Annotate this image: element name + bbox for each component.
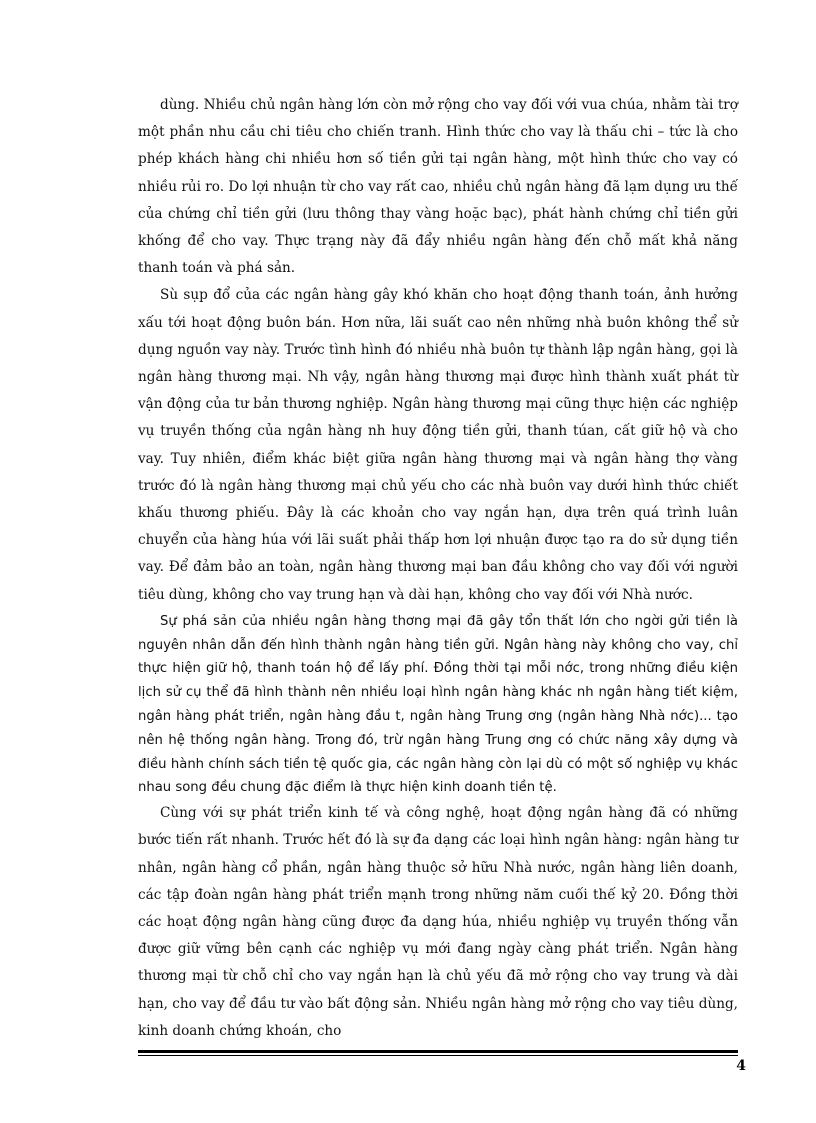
paragraph-2: Sù sụp đổ của các ngân hàng gây khó khăn cho hoạt động thanh toán, ảnh hưởng xấu tới hoạt động buôn bán. Hơn nữa, lãi suất cao nên những nhà buôn không thể sử dụng nguồn vay này. Trước tình hình đó nhiều nhà buôn tự thành lập ngân hàng, gọi là ngân hàng thương mại. Nh vậy, ngân hàng thương mại được hình thành xuất phát từ vận động của tư bản thương nghiệp. Ngân hàng thương mại cũng thực hiện các nghiệp vụ truyền thống của ngân hàng nh huy động tiền gửi, thanh túan, cất giữ hộ và cho vay. Tuy nhiên, điểm khác biệt giữa ngân hàng thương mại và ngân hàng thợ vàng trước đó là ngân hàng thương mại chủ yếu cho các nhà buôn vay dưới hình thức chiết khấu thương phiếu. Đây là các khoản cho vay ngắn hạn, dựa trên quá trình luân chuyển của hàng húa với lãi suất phải thấp hơn lợi nhuận được tạo ra do sử dụng tiền vay. Để đảm bảo an toàn, ngân hàng thương mại ban đầu không cho vay đối với người tiêu dùng, không cho vay trung hạn và dài hạn, không cho vay đối với Nhà nước. [138,287,738,603]
footer-divider [138,1050,738,1056]
page-number: 4 [736,1058,746,1074]
paragraph-1: dùng. Nhiều chủ ngân hàng lớn còn mở rộng cho vay đối với vua chúa, nhằm tài trợ một phần nhu cầu chi tiêu cho chiến tranh. Hình thức cho vay là thấu chi – tức là cho phép khách hàng chi nhiều hơn số tiền gửi tại ngân hàng, một hình thức cho vay có nhiều rủi ro. Do lợi nhuận từ cho vay rất cao, nhiều chủ ngân hàng đã lạm dụng ưu thế của chứng chỉ tiền gửi (lưu thông thay vàng hoặc bạc), phát hành chứng chỉ tiền gửi khống để cho vay. Thực trạng này đã đẩy nhiều ngân hàng đến chỗ mất khả năng thanh toán và phá sản. [138,97,738,277]
page-body [138,92,738,1045]
paragraph-3: Sự phá sản của nhiều ngân hàng thơng mại đã gây tổn thất lớn cho ngời gửi tiền là nguyên nhân dẫn đến hình thành ngân hàng tiền gửi. Ngân hàng này không cho vay, chỉ thực hiện giữ hộ, thanh toán hộ để lấy phí. Đồng thời tại mỗi nớc, trong những điều kiện lịch sử cụ thể đã hình thành nên nhiều loại hình ngân hàng khác nh ngân hàng tiết kiệm, ngân hàng phát triển, ngân hàng đầu t, ngân hàng Trung ơng (ngân hàng Nhà nớc)... tạo nên hệ thống ngân hàng. Trong đó, trừ ngân hàng Trung ơng có chức năng xây dựng và điều hành chính sách tiền tệ quốc gia, các ngân hàng còn lại dù có một số nghiệp vụ khác nhau song đều chung đặc điểm là thực hiện kinh doanh tiền tệ. [138,613,738,796]
paragraph-4: Cùng với sự phát triển kinh tế và công nghệ, hoạt động ngân hàng đã có những bước tiến rất nhanh. Trước hết đó là sự đa dạng các loại hình ngân hàng: ngân hàng tư nhân, ngân hàng cổ phần, ngân hàng thuộc sở hữu Nhà nước, ngân hàng liên doanh, các tập đoàn ngân hàng phát triển mạnh trong những năm cuối thế kỷ 20. Đồng thời các hoạt động ngân hàng cũng được đa dạng húa, nhiều nghiệp vụ truyền thống vẫn được giữ vững bên cạnh các nghiệp vụ mới đang ngày càng phát triển. Ngân hàng thương mại từ chỗ chỉ cho vay ngắn hạn là chủ yếu đã mở rộng cho vay trung và dài hạn, cho vay để đầu tư vào bất động sản. Nhiều ngân hàng mở rộng cho vay tiêu dùng, kinh doanh chứng khoán, cho [138,805,738,1039]
